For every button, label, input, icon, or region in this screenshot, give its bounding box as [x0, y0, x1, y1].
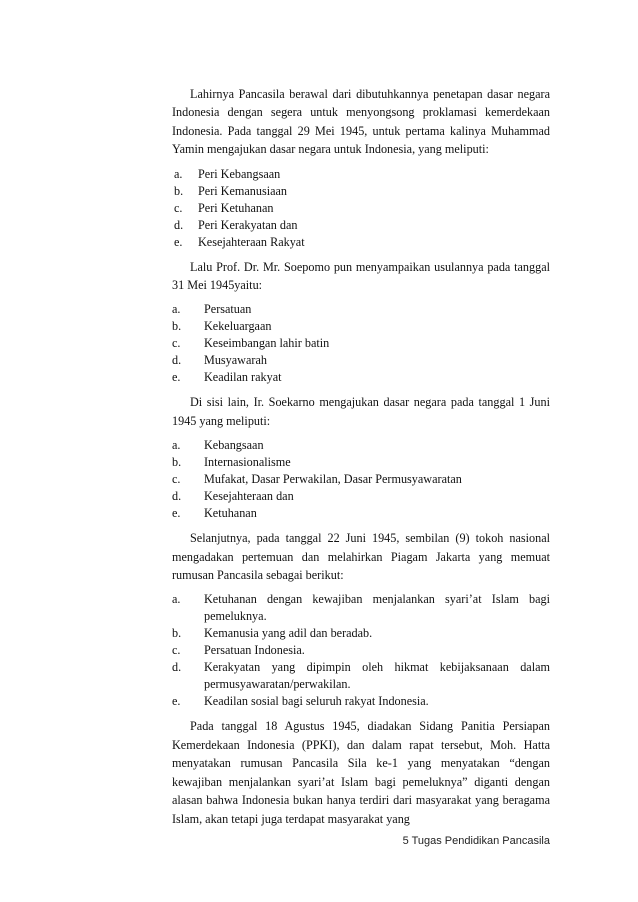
list-item: c. Mufakat, Dasar Perwakilan, Dasar Permusyawaratan	[172, 472, 462, 487]
list-item: a. Kebangsaan	[172, 438, 264, 453]
paragraph-ppki: Pada tanggal 18 Agustus 1945, diadakan Sidang Panitia Persiapan Kemerdekaan Indonesia (PPKI), dan dalam rapat tersebut, Moh. Hatta menyatakan rumusan Pancasila Sila ke-1 yang menyatakan “dengan kewajiban menjalankan syari’at Islam bagi pemeluknya” diganti dengan alasan bahwa Indonesia bukan hanya terdiri dari masyarakat yang beragama Islam, akan tetapi juga terdapat masyarakat yang	[172, 719, 550, 826]
list-yamin	[172, 166, 550, 251]
paragraph-soekarno: Di sisi lain, Ir. Soekarno mengajukan dasar negara pada tanggal 1 Juni 1945 yang meliputi:	[172, 395, 550, 428]
list-item: b. Kekeluargaan	[172, 319, 272, 334]
list-item: c. Keseimbangan lahir batin	[172, 336, 330, 351]
list-soepomo	[172, 301, 550, 386]
list-item: c. Peri Ketuhanan	[174, 200, 274, 215]
list-item: b. Kemanusia yang adil dan beradab.	[172, 626, 373, 641]
list-soekarno	[172, 437, 550, 522]
paragraph-piagam-jakarta: Selanjutnya, pada tanggal 22 Juni 1945, sembilan (9) tokoh nasional mengadakan pertemuan dan melahirkan Piagam Jakarta yang memuat rumusan Pancasila sebagai berikut:	[172, 531, 550, 583]
list-item: a. Persatuan	[172, 302, 252, 317]
list-item: d. Kerakyatan yang dipimpin oleh hikmat kebijaksanaan dalam permusyawaratan/perwakilan.	[172, 660, 550, 692]
list-item: b. Internasionalisme	[172, 455, 291, 470]
list-item: b. Peri Kemanusiaan	[174, 183, 288, 198]
page-footer: 5 Tugas Pendidikan Pancasila	[402, 835, 550, 847]
list-item: d. Musyawarah	[172, 353, 267, 368]
list-item: e. Kesejahteraan Rakyat	[174, 234, 305, 249]
list-item: c. Persatuan Indonesia.	[172, 643, 305, 658]
list-item: a. Ketuhanan dengan kewajiban menjalankan syari’at Islam bagi pemeluknya.	[172, 592, 550, 624]
list-item: e. Ketuhanan	[172, 506, 257, 521]
paragraph-intro: Lahirnya Pancasila berawal dari dibutuhkannya penetapan dasar negara Indonesia dengan segera untuk menyongsong proklamasi kemerdekaan Indonesia. Pada tanggal 29 Mei 1945, untuk pertama kalinya Muhammad Yamin mengajukan dasar negara untuk Indonesia, yang meliputi:	[172, 87, 550, 157]
list-item: a. Peri Kebangsaan	[174, 166, 281, 181]
list-item: d. Kesejahteraan dan	[172, 489, 294, 504]
list-item: e. Keadilan rakyat	[172, 370, 282, 385]
list-piagam-jakarta	[172, 591, 550, 710]
paragraph-soepomo: Lalu Prof. Dr. Mr. Soepomo pun menyampaikan usulannya pada tanggal 31 Mei 1945yaitu:	[172, 259, 550, 293]
list-item: e. Keadilan sosial bagi seluruh rakyat Indonesia.	[172, 694, 429, 709]
list-item: d. Peri Kerakyatan dan	[174, 217, 298, 232]
page-content	[172, 85, 550, 828]
